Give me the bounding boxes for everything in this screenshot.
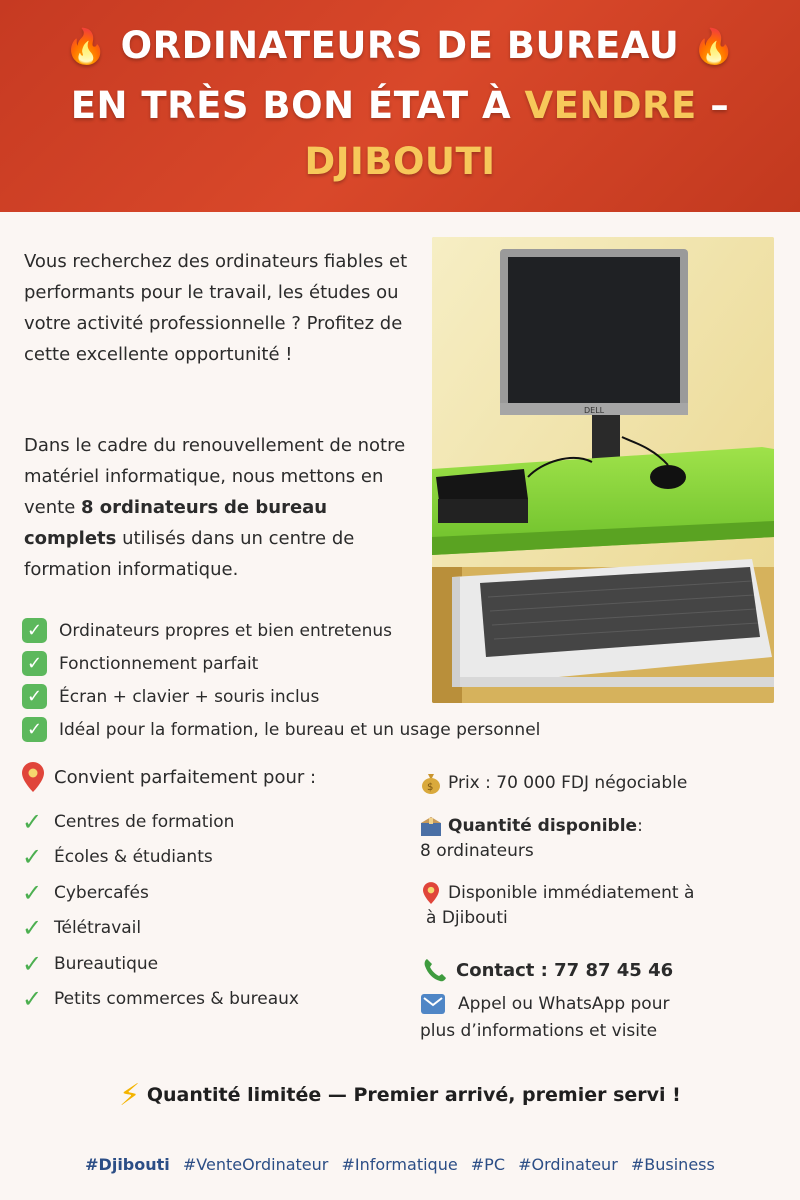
package-icon (420, 815, 442, 837)
suitable-item (22, 804, 402, 840)
intro-paragraph-2 (24, 430, 424, 585)
intro-paragraph-1: Vous recherchez des ordinateurs fiables et performants pour le travail, les études ou votre activité professionnelle ? Profitez de cette excellente opportunité ! (24, 251, 408, 365)
intro-text: Dans le cadre du renouvellement de notre matériel informatique, nous mettons en vente (24, 435, 406, 518)
suitable-item (22, 982, 402, 1018)
limited-text: Quantité limitée — Premier arrivé, premier servi ! (146, 1084, 681, 1106)
suitable-label: Bureautique (54, 953, 159, 974)
headline-line-3: DJIBOUTI (304, 140, 496, 183)
headline-text-1: ORDINATEURS DE BUREAU (120, 24, 680, 67)
quantity-value: 8 ordinateurs (420, 841, 534, 861)
checkmark-icon: ✓ (22, 914, 43, 943)
flame-icon: 🔥 (692, 27, 736, 67)
feature-item (22, 680, 642, 713)
intro-bold-count: 8 ordinateurs (81, 497, 219, 518)
limited-banner (0, 1078, 800, 1113)
intro-bold-type: de bureau complets (24, 497, 328, 549)
headline-text-2: EN TRÈS BON ÉTAT À (70, 84, 525, 127)
phone-icon (420, 955, 450, 985)
checkbox-icon: ✓ (22, 651, 47, 676)
suitable-title (22, 762, 316, 792)
headline-line-2 (0, 84, 800, 127)
intro-text-end: utilisés dans un centre de formation informatique. (24, 528, 355, 580)
quantity-label: Quantité disponible (448, 816, 638, 836)
suitable-label: Centres de formation (54, 811, 235, 832)
contact-note-1: Appel ou WhatsApp pour (458, 994, 670, 1014)
feature-label: Idéal pour la formation, le bureau et un usage personnel (59, 719, 541, 740)
quantity-colon: : (637, 816, 643, 836)
feature-item (22, 713, 642, 746)
suitable-label: Télétravail (54, 918, 142, 939)
checkmark-icon: ✓ (22, 807, 43, 836)
header-banner (0, 0, 800, 212)
hashtag[interactable]: #PC (470, 1155, 505, 1174)
feature-label: Fonctionnement parfait (59, 653, 259, 674)
svg-text:$: $ (427, 782, 434, 793)
location-pin-icon (22, 762, 44, 792)
hashtag[interactable]: #VenteOrdinateur (182, 1155, 329, 1174)
headline-dash: – (696, 84, 730, 127)
money-bag-icon (420, 772, 442, 794)
suitable-item (22, 875, 402, 911)
price-block (420, 772, 780, 794)
flame-icon: 🔥 (64, 27, 108, 67)
hashtag-row (0, 1155, 800, 1174)
suitable-title-text: Convient parfaitement pour : (54, 766, 317, 788)
checkmark-icon: ✓ (22, 949, 43, 978)
contact-note-2: plus d’informations et visite (420, 1021, 658, 1041)
suitable-item (22, 911, 402, 947)
suitable-label: Petits commerces & bureaux (54, 989, 299, 1010)
hashtag[interactable]: #Ordinateur (518, 1155, 618, 1174)
suitable-list (22, 804, 402, 1017)
headline-highlight: VENDRE (524, 84, 697, 127)
feature-item (22, 647, 642, 680)
hashtag[interactable]: #Business (630, 1155, 715, 1174)
checkbox-icon: ✓ (22, 717, 47, 742)
contact-text: Contact : 77 87 45 46 (456, 959, 674, 981)
price-text: Prix : 70 000 FDJ négociable (448, 773, 688, 793)
checkbox-icon: ✓ (22, 684, 47, 709)
checkmark-icon: ✓ (22, 843, 43, 872)
suitable-item (22, 840, 402, 876)
hashtag[interactable]: #Informatique (341, 1155, 458, 1174)
monitor-brand-label: DELL (584, 406, 605, 415)
hashtag[interactable]: #Djibouti (85, 1155, 170, 1174)
suitable-item (22, 946, 402, 982)
contact-block (420, 955, 780, 1041)
quantity-block (420, 815, 780, 861)
feature-label: Ordinateurs propres et bien entretenus (59, 620, 393, 641)
location-pin-icon (420, 882, 442, 904)
feature-list (22, 614, 642, 746)
availability-text-1: Disponible immédiatement à (448, 883, 695, 903)
checkbox-icon: ✓ (22, 618, 47, 643)
envelope-icon (420, 993, 446, 1015)
checkmark-icon: ✓ (22, 985, 43, 1014)
suitable-label: Cybercafés (54, 882, 149, 903)
feature-item (22, 614, 642, 647)
feature-label: Écran + clavier + souris inclus (59, 686, 320, 707)
checkmark-icon: ✓ (22, 878, 43, 907)
headline-line-1 (0, 24, 800, 67)
availability-text-2: à Djibouti (426, 908, 508, 928)
suitable-label: Écoles & étudiants (54, 847, 213, 868)
availability-block (420, 882, 780, 928)
lightning-icon: ⚡ (119, 1078, 141, 1113)
